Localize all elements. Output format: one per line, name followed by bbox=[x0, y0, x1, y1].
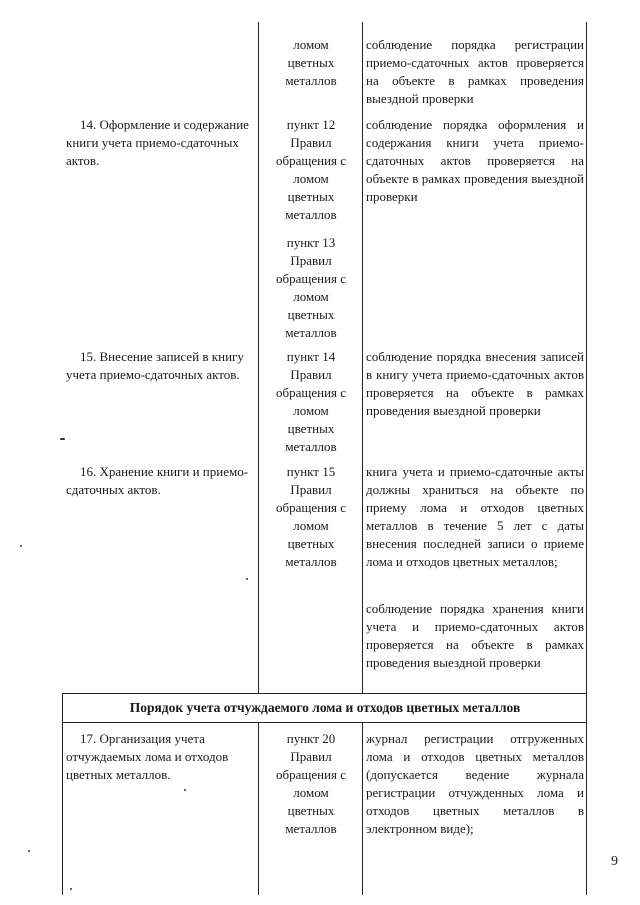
row-15-point bbox=[262, 348, 360, 456]
scan-speck bbox=[184, 789, 186, 791]
row-17-condition bbox=[366, 730, 584, 838]
point-text: пункт 15 Правил обращения с ломом цветных металлов bbox=[275, 464, 347, 569]
column-divider-1 bbox=[258, 22, 259, 693]
row-17-point bbox=[262, 730, 360, 838]
condition-text: книга учета и приемо-сдаточные акты должны храниться на объекте по приему лома и отходов цветных металлов в течение 5 лет с даты внесения последней записи о приеме лома и отходов цветных металлов; bbox=[366, 464, 584, 569]
row-15-condition bbox=[366, 348, 584, 420]
scan-speck bbox=[28, 850, 30, 852]
point-text: пункт 12 Правил обращения с ломом цветных металлов bbox=[275, 117, 347, 222]
section-top-border bbox=[62, 693, 587, 694]
requirement-text: 17. Организация учета отчуждаемых лома и отходов цветных металлов. bbox=[66, 731, 229, 782]
row-16-point bbox=[262, 463, 360, 571]
scan-speck bbox=[70, 888, 72, 890]
row-15-requirement bbox=[66, 348, 256, 384]
scan-speck bbox=[20, 545, 22, 547]
column-divider-2-lower bbox=[362, 723, 363, 895]
column-divider-2 bbox=[362, 22, 363, 693]
point-text: пункт 20 Правил обращения с ломом цветных металлов bbox=[275, 731, 347, 836]
page-number: 9 bbox=[611, 854, 618, 869]
point-text: пункт 13 Правил обращения с ломом цветных металлов bbox=[275, 235, 347, 340]
condition-text: соблюдение порядка хранения книги учета и приемо-сдаточных актов проверяется на объекте в рамках проведения выездной проверки bbox=[366, 601, 584, 670]
requirement-text: 15. Внесение записей в книгу учета приемо-сдаточных актов. bbox=[66, 349, 244, 382]
table-border-right bbox=[586, 22, 587, 895]
point-text: пункт 14 Правил обращения с ломом цветных металлов bbox=[275, 349, 347, 454]
row-16-requirement bbox=[66, 463, 256, 499]
condition-text: соблюдение порядка регистрации приемо-сдаточных актов проверяется на объекте в рамках проведения выездной проверки bbox=[366, 37, 584, 106]
row-16-condition-b bbox=[366, 600, 584, 672]
scan-speck bbox=[246, 578, 248, 580]
row-16-condition-a bbox=[366, 463, 584, 571]
scan-speck bbox=[60, 438, 65, 440]
point-text: ломом цветных металлов bbox=[285, 37, 337, 88]
condition-text: журнал регистрации отгруженных лома и отходов цветных металлов (допускается ведение журнала регистрации отчужденных лома и отходов цветных металлов в электронном виде); bbox=[366, 731, 584, 836]
section-title: Порядок учета отчуждаемого лома и отходов цветных металлов bbox=[129, 700, 521, 715]
row-14-point-a bbox=[262, 116, 360, 224]
row-14-condition bbox=[366, 116, 584, 206]
row-14-requirement bbox=[66, 116, 256, 170]
condition-text: соблюдение порядка оформления и содержания книги учета приемо-сдаточных актов проверяется на объекте в рамках проведения выездной проверки bbox=[366, 117, 584, 204]
column-divider-1-lower bbox=[258, 723, 259, 895]
row-14-point-b bbox=[262, 234, 360, 342]
row-0-condition bbox=[366, 36, 584, 108]
table-border-left bbox=[62, 693, 63, 723]
requirement-text: 16. Хранение книги и приемо-сдаточных актов. bbox=[66, 464, 249, 497]
section-bottom-border bbox=[62, 722, 587, 723]
condition-text: соблюдение порядка внесения записей в книгу учета приемо-сдаточных актов проверяется на объекте в рамках проведения выездной проверки bbox=[366, 349, 584, 418]
row-0-point bbox=[262, 36, 360, 90]
requirement-text: 14. Оформление и содержание книги учета приемо-сдаточных актов. bbox=[66, 117, 249, 168]
table-border-left-lower bbox=[62, 723, 63, 895]
row-17-requirement bbox=[66, 730, 256, 784]
